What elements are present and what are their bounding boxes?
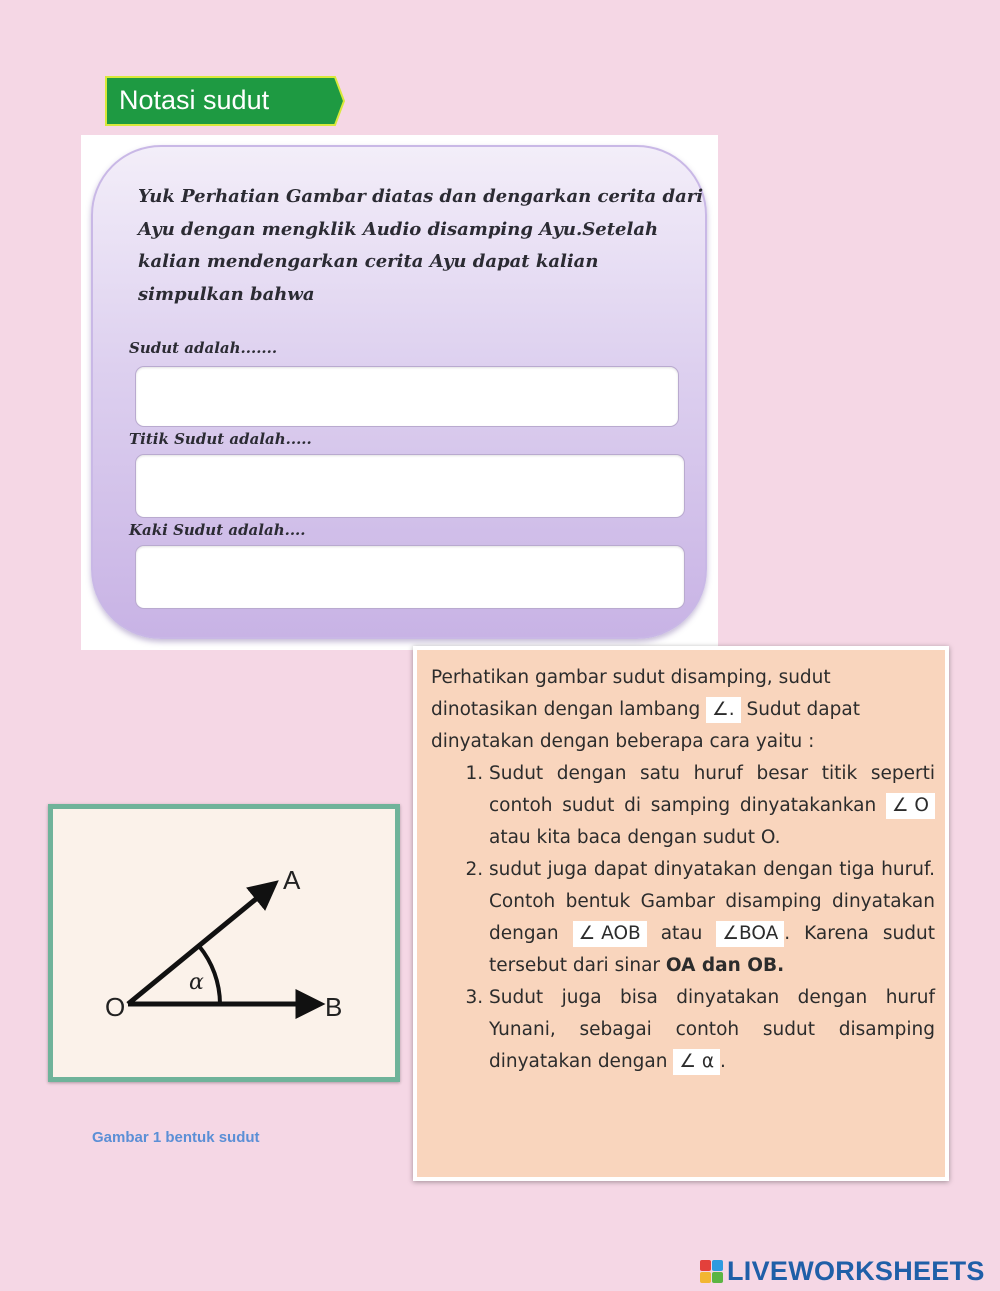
label-a: A — [283, 865, 301, 895]
question-label-2: Titik Sudut adalah..... — [129, 430, 312, 448]
item3-text-a: Sudut juga bisa dinyatakan dengan huruf Yunani, sebagai contoh sudut disamping dinyatakan dengan — [489, 987, 935, 1072]
angle-figure — [48, 804, 400, 1082]
logo-icon — [700, 1260, 723, 1283]
label-b: B — [325, 992, 343, 1022]
intro-text-1: Perhatikan gambar sudut disamping, sudut dinotasikan dengan lambang — [431, 667, 831, 720]
item2-text-a: sudut juga dapat dinyatakan dengan tiga huruf. Contoh bentuk Gambar disamping dinyatakan dengan — [489, 859, 935, 944]
item1-text-a: Sudut dengan satu huruf besar titik seperti contoh sudut di samping dinyatakankan — [489, 763, 935, 816]
angle-aob-symbol: ∠ AOB — [573, 921, 647, 947]
question-card — [91, 145, 707, 639]
item2-text-b: . Karena sudut tersebut dari sinar — [489, 923, 935, 976]
angle-figure-canvas — [53, 809, 395, 1077]
answer-input-2[interactable] — [135, 454, 685, 518]
angle-alpha-symbol: ∠ α — [673, 1049, 720, 1075]
item2-text-bold: OA dan OB. — [665, 955, 785, 976]
label-alpha: α — [189, 970, 204, 995]
angle-o-symbol: ∠ O — [886, 793, 935, 819]
label-o: O — [105, 992, 126, 1022]
section-title: Notasi sudut — [119, 85, 270, 115]
question-label-1: Sudut adalah....... — [129, 339, 278, 357]
item1-text-b: atau kita baca dengan sudut O. — [489, 827, 781, 848]
notation-list — [431, 758, 935, 1078]
explanation-panel — [413, 646, 949, 1181]
question-card-frame — [81, 135, 718, 650]
intro-text-2: Sudut dapat dinyatakan dengan beberapa cara yaitu : — [431, 699, 860, 752]
section-title-banner — [105, 76, 345, 126]
explanation-text — [431, 662, 935, 1078]
list-item — [489, 854, 935, 982]
item3-text-b: . — [720, 1051, 726, 1072]
list-item — [489, 982, 935, 1078]
question-label-3: Kaki Sudut adalah.... — [129, 521, 306, 539]
angle-diagram — [53, 809, 395, 1077]
list-item — [489, 758, 935, 854]
angle-symbol: ∠. — [706, 697, 740, 723]
answer-input-1[interactable] — [135, 366, 679, 427]
card-intro-text: Yuk Perhatian Gambar diatas dan dengarkan cerita dari Ayu dengan mengklik Audio disamping Ayu.Setelah kalian mendengarkan cerita Ayu dapat kalian simpulkan bahwa — [138, 186, 704, 305]
explanation-panel-inner — [417, 650, 945, 1177]
logo-text: LIVEWORKSHEETS — [727, 1255, 985, 1286]
explanation-intro — [431, 662, 935, 758]
liveworksheets-logo[interactable] — [700, 1255, 985, 1286]
angle-boa-symbol: ∠BOA — [716, 921, 784, 947]
answer-input-3[interactable] — [135, 545, 685, 609]
item2-text-mid: atau — [660, 923, 703, 944]
figure-caption: Gambar 1 bentuk sudut — [92, 1129, 260, 1146]
